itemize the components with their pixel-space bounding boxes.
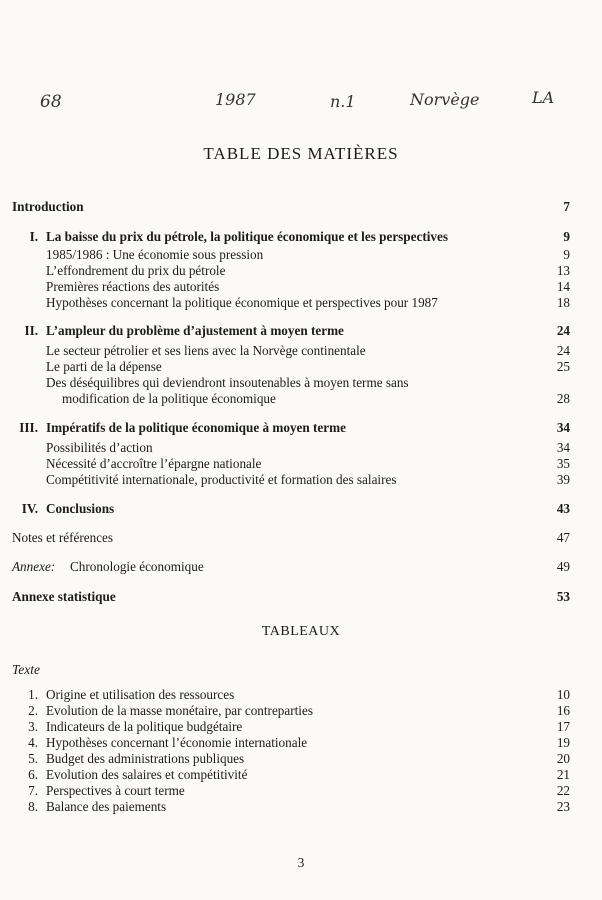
toc-page: 34 <box>556 440 570 455</box>
toc-label: Le parti de la dépense <box>46 359 162 374</box>
toc-label: La baisse du prix du pétrole, la politique économique et les perspectives <box>46 229 448 244</box>
handwritten-annotation: LA <box>532 88 555 107</box>
toc-page: 53 <box>556 589 570 604</box>
section-number: I. <box>29 229 38 244</box>
table-label: Balance des paiements <box>46 799 167 814</box>
table-number: 2. <box>28 703 38 718</box>
toc-label: modification de la politique économique <box>62 391 276 406</box>
toc-page: 39 <box>556 472 570 487</box>
toc-label: Chronologie économique <box>70 559 204 574</box>
handwritten-annotation: 1987 <box>215 90 256 109</box>
section-heading: TABLEAUX <box>261 624 341 639</box>
handwritten-annotation: Norvège <box>410 90 480 109</box>
toc-page: 17 <box>556 719 570 734</box>
toc-page: 47 <box>556 530 570 545</box>
toc-label: Compétitivité internationale, productivité et formation des salaires <box>46 472 397 487</box>
toc-label: Notes et références <box>12 530 114 545</box>
toc-page: 24 <box>556 343 570 358</box>
toc-label: Des déséquilibres qui deviendront insoutenables à moyen terme sans <box>46 375 409 390</box>
toc-page: 43 <box>556 501 570 516</box>
toc-page: 21 <box>556 767 570 782</box>
toc-label: L’effondrement du prix du pétrole <box>46 263 226 278</box>
toc-label: Conclusions <box>46 501 115 516</box>
toc-page: 16 <box>556 703 570 718</box>
page-title: TABLE DES MATIÈRES <box>203 144 399 163</box>
toc-label: Nécessité d’accroître l’épargne nationale <box>46 456 262 471</box>
toc-label: 1985/1986 : Une économie sous pression <box>46 247 264 262</box>
toc-page: 19 <box>556 735 570 750</box>
toc-page: 14 <box>556 279 570 294</box>
table-label: Origine et utilisation des ressources <box>46 687 235 702</box>
toc-page: 9 <box>563 229 570 244</box>
toc-page: 9 <box>563 247 570 262</box>
section-number: II. <box>24 323 38 338</box>
toc-page: 18 <box>556 295 570 310</box>
section-number: III. <box>19 420 38 435</box>
toc-page: 7 <box>563 199 570 214</box>
toc-label: Hypothèses concernant la politique économique et perspectives pour 1987 <box>46 295 438 310</box>
toc-page: 22 <box>556 783 570 798</box>
toc-prefix: Annexe: <box>12 559 56 574</box>
table-number: 8. <box>28 799 38 814</box>
table-label: Indicateurs de la politique budgétaire <box>46 719 243 734</box>
toc-label: Le secteur pétrolier et ses liens avec la Norvège continentale <box>46 343 366 358</box>
table-label: Budget des administrations publiques <box>46 751 245 766</box>
toc-label: Impératifs de la politique économique à moyen terme <box>46 420 346 435</box>
table-number: 1. <box>28 687 38 702</box>
toc-page: 34 <box>556 420 570 435</box>
toc-page: 49 <box>556 559 570 574</box>
toc-label: Annexe statistique <box>12 589 116 604</box>
handwritten-annotation: 68 <box>40 92 62 112</box>
handwritten-annotation: n.1 <box>330 92 356 111</box>
table-number: 6. <box>28 767 38 782</box>
table-number: 7. <box>28 783 38 798</box>
toc-page: 35 <box>556 456 570 471</box>
table-label: Perspectives à court terme <box>46 783 185 798</box>
toc-page: 13 <box>556 263 570 278</box>
page-number: 3 <box>297 855 305 870</box>
table-label: Evolution des salaires et compétitivité <box>46 767 248 782</box>
table-label: Hypothèses concernant l’économie internationale <box>46 735 308 750</box>
toc-page: 28 <box>556 391 570 406</box>
toc-page: 24 <box>556 323 570 338</box>
section-number: IV. <box>21 501 38 516</box>
toc-page: 23 <box>556 799 570 814</box>
toc-page: 25 <box>556 359 570 374</box>
table-number: 3. <box>28 719 38 734</box>
table-number: 4. <box>28 735 38 750</box>
toc-label: L’ampleur du problème d’ajustement à moyen terme <box>46 323 344 338</box>
toc-page: 10 <box>556 687 570 702</box>
toc-label: Premières réactions des autorités <box>46 279 220 294</box>
table-number: 5. <box>28 751 38 766</box>
table-label: Evolution de la masse monétaire, par contreparties <box>46 703 313 718</box>
toc-page: 20 <box>556 751 570 766</box>
toc-label: Possibilités d’action <box>46 440 153 455</box>
toc-label: Introduction <box>12 199 84 214</box>
subheading: Texte <box>12 662 40 677</box>
